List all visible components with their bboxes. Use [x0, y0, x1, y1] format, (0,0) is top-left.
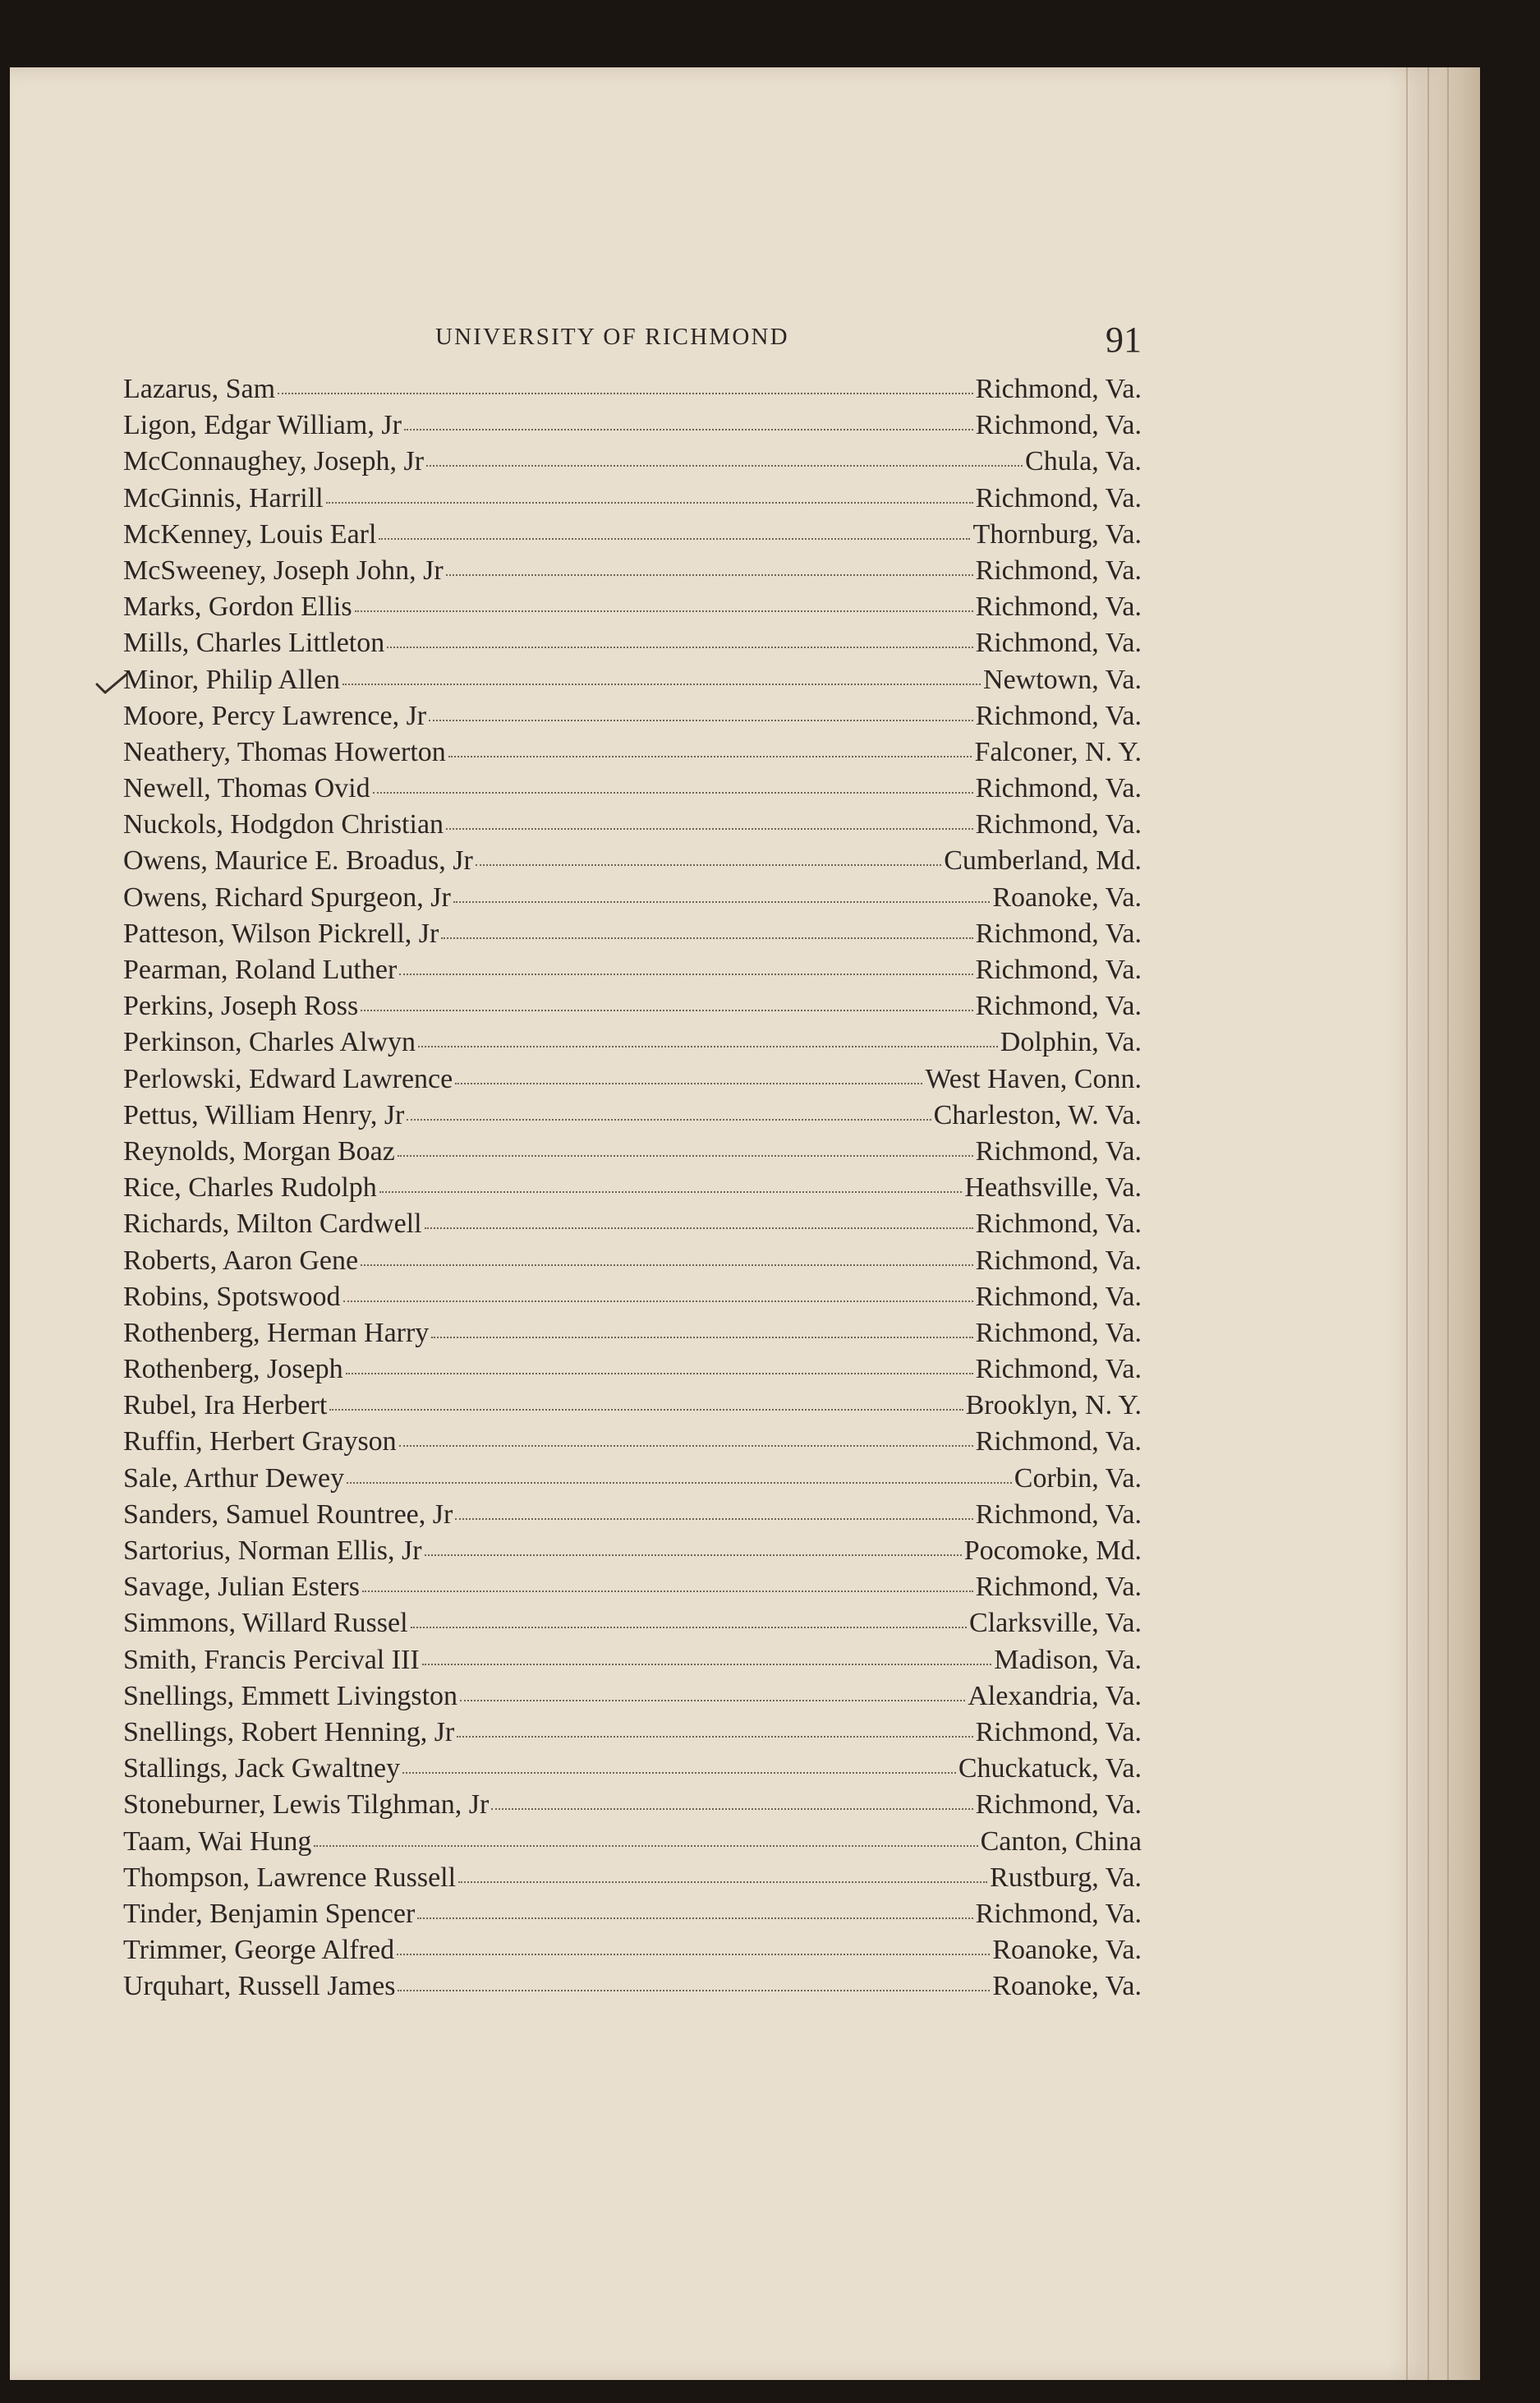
dot-leader — [411, 1627, 968, 1628]
hometown: Richmond, Va. — [975, 592, 1142, 623]
hometown: Richmond, Va. — [975, 1281, 1142, 1312]
list-item — [123, 1535, 1142, 1572]
dot-leader — [361, 1010, 972, 1011]
hometown: Richmond, Va. — [975, 1245, 1142, 1276]
list-item — [123, 374, 1142, 410]
student-name: Urquhart, Russell James — [123, 1971, 396, 2002]
student-name: McConnaughey, Joseph, Jr — [123, 446, 425, 477]
list-item — [123, 1789, 1142, 1825]
list-item — [123, 918, 1142, 955]
dot-leader — [426, 465, 1023, 467]
dot-leader — [455, 1083, 922, 1084]
hometown: Richmond, Va. — [975, 1317, 1142, 1348]
dot-leader — [398, 1990, 990, 1991]
list-item — [123, 1862, 1142, 1899]
student-name: Stoneburner, Lewis Tilghman, Jr — [123, 1789, 490, 1821]
dot-leader — [448, 756, 972, 757]
student-name: McSweeney, Joseph John, Jr — [123, 555, 444, 586]
page-edge-line — [1447, 67, 1449, 2380]
list-item — [123, 1971, 1142, 2007]
dot-leader — [342, 684, 981, 685]
list-item — [123, 628, 1142, 664]
hometown: Chula, Va. — [1025, 446, 1142, 477]
page-number: 91 — [1106, 320, 1142, 360]
student-list — [123, 374, 1142, 2007]
list-item — [123, 665, 1142, 701]
dot-leader — [399, 1445, 973, 1447]
hometown: Richmond, Va. — [975, 1789, 1142, 1821]
student-name: Perkins, Joseph Ross — [123, 991, 359, 1022]
hometown: Richmond, Va. — [975, 955, 1142, 985]
dot-leader — [373, 792, 973, 794]
list-item — [123, 1064, 1142, 1100]
dot-leader — [455, 1518, 972, 1520]
hometown: Richmond, Va. — [975, 1426, 1142, 1457]
list-item — [123, 773, 1142, 809]
hometown: Richmond, Va. — [975, 410, 1142, 441]
list-item — [123, 882, 1142, 918]
list-item — [123, 446, 1142, 482]
dot-leader — [278, 393, 973, 394]
student-name: Sale, Arthur Dewey — [123, 1462, 345, 1494]
student-name: Minor, Philip Allen — [123, 664, 341, 695]
list-item — [123, 845, 1142, 882]
page-header — [435, 319, 1142, 368]
hometown: Richmond, Va. — [975, 1354, 1142, 1385]
dot-leader — [362, 1590, 973, 1592]
hometown: Richmond, Va. — [975, 773, 1142, 804]
list-item — [123, 809, 1142, 845]
dot-leader — [379, 1191, 963, 1193]
student-name: Moore, Percy Lawrence, Jr — [123, 700, 427, 731]
student-name: Ruffin, Herbert Grayson — [123, 1426, 397, 1457]
hometown: Richmond, Va. — [975, 809, 1142, 840]
hometown: Rustburg, Va. — [990, 1862, 1142, 1893]
page-edge-line — [1406, 67, 1408, 2380]
student-name: Thompson, Lawrence Russell — [123, 1862, 457, 1893]
dot-leader — [446, 828, 973, 830]
student-name: Sanders, Samuel Rountree, Jr — [123, 1498, 453, 1530]
student-name: McGinnis, Harrill — [123, 482, 324, 513]
list-item — [123, 1935, 1142, 1971]
dot-leader — [441, 937, 972, 939]
hometown: Richmond, Va. — [975, 1572, 1142, 1603]
dot-leader — [453, 901, 991, 903]
hometown: Newtown, Va. — [983, 664, 1142, 695]
dot-leader — [491, 1808, 972, 1810]
list-item — [123, 701, 1142, 737]
hometown: Madison, Va. — [994, 1644, 1142, 1675]
list-item — [123, 1100, 1142, 1136]
list-item — [123, 1499, 1142, 1535]
hometown: Roanoke, Va. — [992, 882, 1142, 913]
student-name: Owens, Maurice E. Broadus, Jr — [123, 845, 473, 877]
hometown: Alexandria, Va. — [968, 1680, 1142, 1711]
list-item — [123, 410, 1142, 446]
student-name: Neathery, Thomas Howerton — [123, 736, 446, 767]
student-name: Snellings, Robert Henning, Jr — [123, 1716, 455, 1747]
dot-leader — [343, 1300, 973, 1302]
student-name: Snellings, Emmett Livingston — [123, 1680, 458, 1711]
page-edge-line — [1427, 67, 1429, 2380]
list-item — [123, 1753, 1142, 1789]
dot-leader — [417, 1917, 972, 1919]
dot-leader — [418, 1046, 998, 1047]
student-name: Savage, Julian Esters — [123, 1572, 360, 1603]
list-item — [123, 1245, 1142, 1282]
dot-leader — [387, 647, 972, 648]
student-name: Mills, Charles Littleton — [123, 628, 385, 659]
dot-leader — [398, 1155, 973, 1157]
dot-leader — [446, 574, 973, 576]
list-item — [123, 1354, 1142, 1390]
list-item — [123, 1572, 1142, 1608]
dot-leader — [431, 1337, 972, 1338]
student-name: Newell, Thomas Ovid — [123, 773, 370, 804]
student-name: Trimmer, George Alfred — [123, 1935, 395, 1966]
student-name: Robins, Spotswood — [123, 1281, 341, 1312]
dot-leader — [407, 1119, 931, 1121]
hometown: Richmond, Va. — [975, 918, 1142, 949]
dot-leader — [404, 429, 973, 430]
list-item — [123, 1899, 1142, 1935]
list-item — [123, 555, 1142, 592]
list-item — [123, 1645, 1142, 1681]
student-name: Stallings, Jack Gwaltney — [123, 1753, 401, 1784]
hometown: Corbin, Va. — [1014, 1462, 1142, 1494]
list-item — [123, 592, 1142, 628]
dot-leader — [429, 720, 972, 721]
dot-leader — [476, 864, 941, 866]
list-item — [123, 1717, 1142, 1753]
student-name: Rothenberg, Herman Harry — [123, 1317, 430, 1348]
student-name: Pettus, William Henry, Jr — [123, 1099, 405, 1130]
list-item — [123, 519, 1142, 555]
student-name: Smith, Francis Percival III — [123, 1644, 420, 1675]
hometown: West Haven, Conn. — [925, 1063, 1142, 1094]
dot-leader — [361, 1264, 972, 1266]
student-name: Nuckols, Hodgdon Christian — [123, 809, 444, 840]
dot-leader — [399, 974, 972, 975]
list-item — [123, 955, 1142, 991]
list-item — [123, 483, 1142, 519]
hometown: Chuckatuck, Va. — [958, 1753, 1142, 1784]
student-name: Roberts, Aaron Gene — [123, 1245, 359, 1276]
list-item — [123, 1172, 1142, 1208]
dot-leader — [458, 1881, 987, 1883]
student-name: Marks, Gordon Ellis — [123, 592, 352, 623]
hometown: Pocomoke, Md. — [963, 1535, 1142, 1566]
list-item — [123, 1390, 1142, 1426]
list-item — [123, 1826, 1142, 1862]
dot-leader — [425, 1227, 973, 1229]
hometown: Thornburg, Va. — [972, 518, 1142, 550]
list-item — [123, 1681, 1142, 1717]
hometown: Cumberland, Md. — [944, 845, 1142, 877]
student-name: Owens, Richard Spurgeon, Jr — [123, 882, 451, 913]
hometown: Richmond, Va. — [975, 1716, 1142, 1747]
list-item — [123, 1318, 1142, 1354]
student-name: Patteson, Wilson Pickrell, Jr — [123, 918, 439, 949]
hometown: Richmond, Va. — [975, 700, 1142, 731]
dot-leader — [355, 610, 973, 612]
hometown: Falconer, N. Y. — [974, 736, 1142, 767]
list-item — [123, 1136, 1142, 1172]
list-item — [123, 1426, 1142, 1462]
student-name: Rothenberg, Joseph — [123, 1354, 343, 1385]
list-item — [123, 1463, 1142, 1499]
hometown: Richmond, Va. — [975, 482, 1142, 513]
student-name: Rubel, Ira Herbert — [123, 1390, 328, 1421]
dot-leader — [326, 502, 973, 504]
hometown: Roanoke, Va. — [992, 1971, 1142, 2002]
hometown: Richmond, Va. — [975, 1135, 1142, 1167]
dot-leader — [425, 1554, 962, 1556]
dot-leader — [402, 1772, 956, 1774]
dot-leader — [379, 538, 970, 540]
dot-leader — [460, 1700, 965, 1701]
student-name: Taam, Wai Hung — [123, 1825, 312, 1857]
dot-leader — [346, 1373, 973, 1374]
hometown: Richmond, Va. — [975, 991, 1142, 1022]
student-name: Tinder, Benjamin Spencer — [123, 1898, 416, 1929]
student-name: Perlowski, Edward Lawrence — [123, 1063, 453, 1094]
hometown: Dolphin, Va. — [1000, 1027, 1142, 1058]
hometown: Roanoke, Va. — [992, 1935, 1142, 1966]
hometown: Clarksville, Va. — [969, 1608, 1142, 1639]
hometown: Richmond, Va. — [975, 374, 1142, 404]
student-name: Ligon, Edgar William, Jr — [123, 410, 402, 441]
page-edge-shading — [1388, 67, 1480, 2380]
dot-leader — [347, 1482, 1012, 1484]
hometown: Richmond, Va. — [975, 1898, 1142, 1929]
hometown: Heathsville, Va. — [964, 1172, 1142, 1204]
running-head: UNIVERSITY OF RICHMOND — [435, 324, 789, 350]
student-name: Richards, Milton Cardwell — [123, 1208, 422, 1240]
student-name: McKenney, Louis Earl — [123, 518, 377, 550]
hometown: Brooklyn, N. Y. — [965, 1390, 1142, 1421]
hometown: Canton, China — [980, 1825, 1142, 1857]
student-name: Lazarus, Sam — [123, 374, 276, 404]
list-item — [123, 1282, 1142, 1318]
dot-leader — [397, 1954, 990, 1955]
dot-leader — [422, 1664, 992, 1665]
dot-leader — [314, 1845, 977, 1847]
dot-leader — [329, 1409, 963, 1411]
student-name: Perkinson, Charles Alwyn — [123, 1027, 416, 1058]
student-name: Rice, Charles Rudolph — [123, 1172, 377, 1204]
student-name: Reynolds, Morgan Boaz — [123, 1135, 395, 1167]
hometown: Charleston, W. Va. — [933, 1099, 1142, 1130]
dot-leader — [457, 1736, 972, 1738]
hometown: Richmond, Va. — [975, 628, 1142, 659]
list-item — [123, 737, 1142, 773]
hometown: Richmond, Va. — [975, 1498, 1142, 1530]
list-item — [123, 1208, 1142, 1245]
student-name: Simmons, Willard Russel — [123, 1608, 408, 1639]
list-item — [123, 991, 1142, 1027]
hometown: Richmond, Va. — [975, 555, 1142, 586]
student-name: Pearman, Roland Luther — [123, 955, 398, 985]
hometown: Richmond, Va. — [975, 1208, 1142, 1240]
list-item — [123, 1027, 1142, 1063]
student-name: Sartorius, Norman Ellis, Jr — [123, 1535, 422, 1566]
list-item — [123, 1608, 1142, 1644]
